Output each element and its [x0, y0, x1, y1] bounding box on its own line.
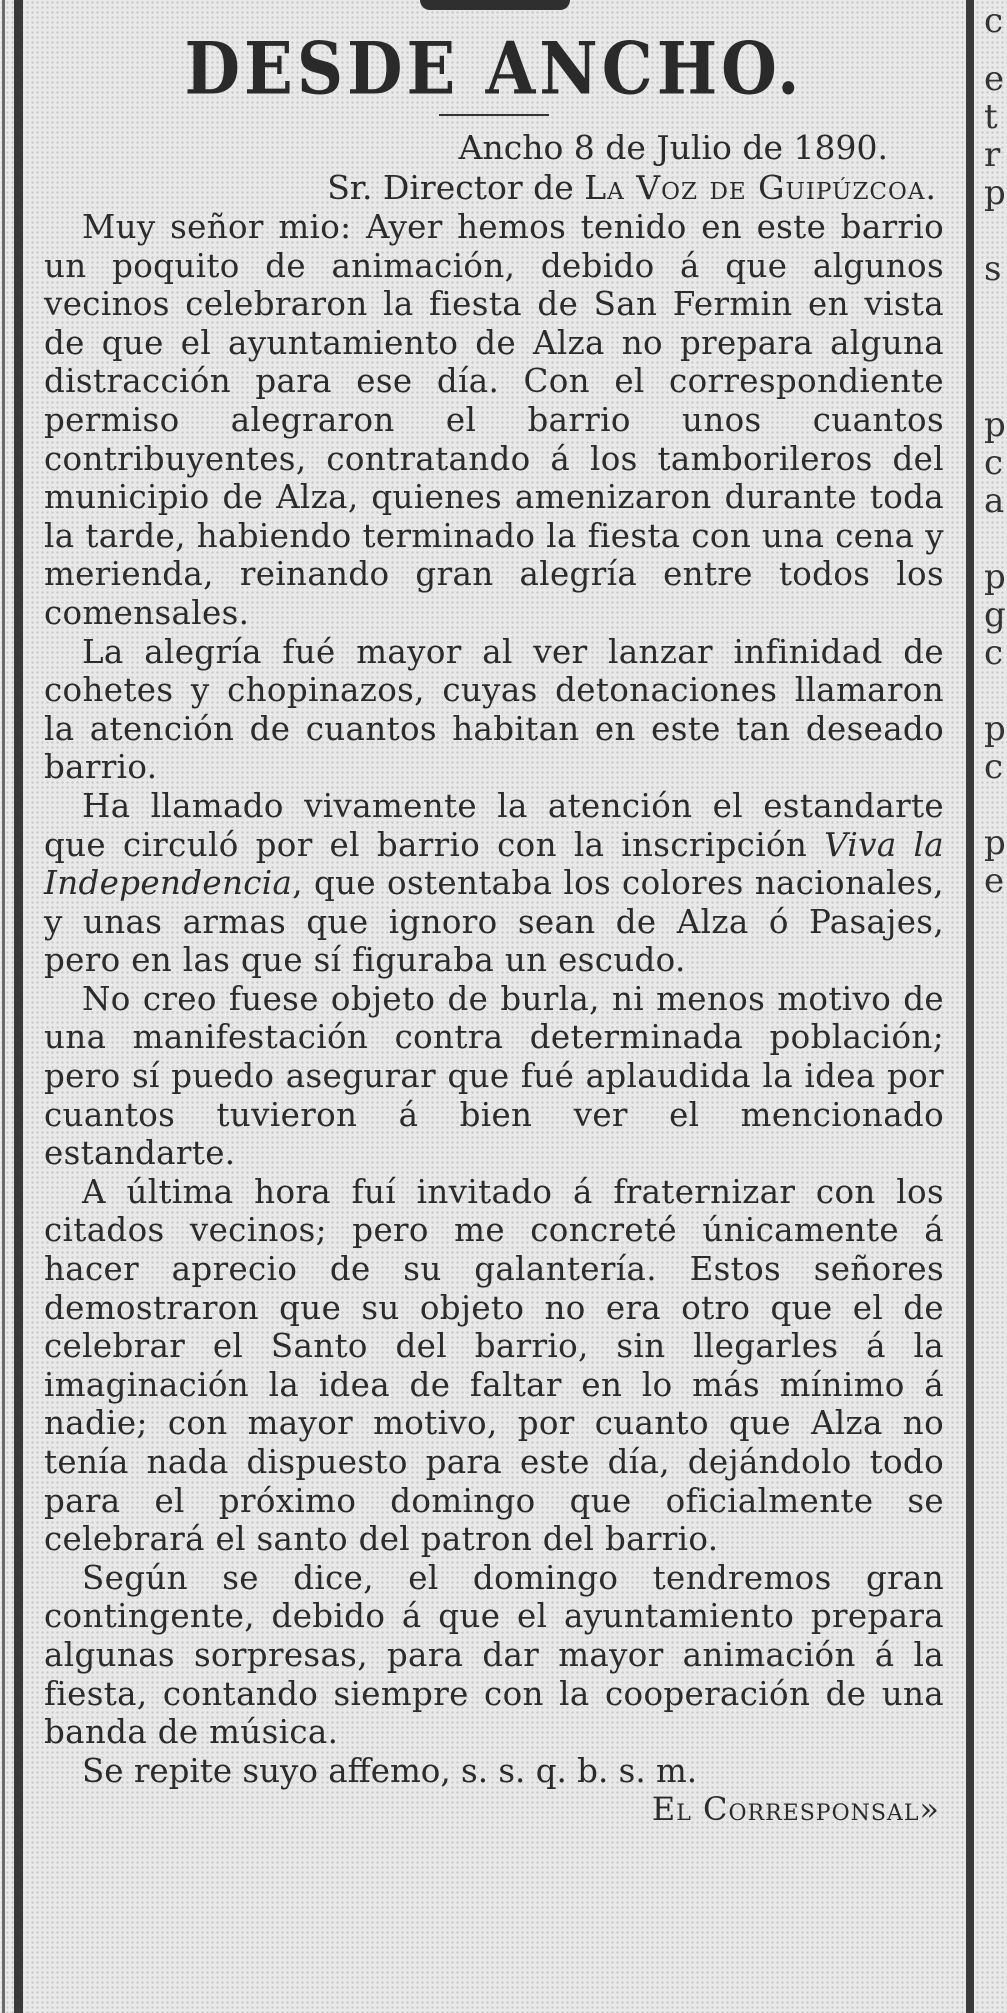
fragment-letter: c — [984, 633, 1004, 673]
top-ornament — [420, 0, 570, 10]
article-headline: DESDE ANCHO. — [184, 27, 804, 112]
fragment-letter: t — [984, 97, 998, 137]
fragment-letter: e — [984, 59, 1005, 99]
paragraph-4: No creo fuese objeto de burla, ni menos motivo de una manifestación contra determinada población; pero sí puedo asegurar que fué aplaudida la idea por cuantos tuvieron á bien ver el mencionado estandarte. — [44, 979, 944, 1173]
salutation-prefix: Sr. Director de — [327, 168, 585, 207]
paragraph-1: Muy señor mio: Ayer hemos tenido en este barrio un poquito de animación, debido á que algunos vecinos celebraron la fiesta de San Fermin en vista de que el ayuntamiento de Alza no prepara alguna distracción para ese día. Con el correspondiente permiso alegraron el barrio unos cuantos contribuyentes, contratando á los tamborileros del municipio de Alza, quienes amenizaron durante toda la tarde, habiendo terminado la fiesta con una cena y merienda, reinando gran alegría entre todos los comensales. — [44, 208, 944, 632]
salutation — [44, 168, 944, 208]
paragraph-banner — [44, 787, 944, 980]
salutation-suffix: . — [925, 168, 936, 207]
banner-inscription: Viva la Independencia — [44, 825, 944, 903]
article-column — [44, 22, 944, 2007]
fragment-letter: e — [984, 861, 1005, 901]
left-column-rule — [14, 0, 23, 2013]
fragment-letter: r — [984, 135, 1001, 175]
fragment-letter: c — [984, 443, 1004, 483]
fragment-letter: p — [984, 173, 1006, 213]
adjacent-column-fragment — [982, 0, 1007, 2013]
fragment-letter: c — [984, 747, 1004, 787]
fragment-letter: a — [984, 481, 1005, 521]
fragment-letter: c — [984, 1, 1004, 41]
left-edge-rule — [2, 0, 5, 2013]
paragraph-2: La alegría fué mayor al ver lanzar infinidad de cohetes y chopinazos, cuyas detonaciones llamaron la atención de cuantos habitan en este tan deseado barrio. — [44, 632, 944, 787]
fragment-letter: p — [984, 557, 1006, 597]
paragraph-5: A última hora fuí invitado á fraternizar con los citados vecinos; pero me concreté únicamente á hacer aprecio de su galantería. Estos señores demostraron que su objeto no era otro que el de celebrar el Santo del barrio, sin llegarles á la imaginación la idea de faltar en lo más mínimo á nadie; con mayor motivo, por cuanto que Alza no tenía nada dispuesto para este día, dejándolo todo para el próximo domingo que oficialmente se celebrará el santo del patron del barrio. — [44, 1172, 944, 1559]
banner-text-before: Ha llamado vivamente la atención el estandarte que circuló por el barrio con la inscripción — [44, 786, 944, 864]
newspaper-name: La Voz de Guipúzcoa — [584, 168, 926, 207]
banner-text-after: , que ostentaba los colores nacionales, y unas armas que ignoro sean de Alza ó Pasajes, pero en las que sí figuraba un escudo. — [44, 864, 944, 980]
fragment-letter: p — [984, 823, 1006, 863]
fragment-letter: s — [984, 249, 1002, 289]
paragraph-6: Según se dice, el domingo tendremos gran contingente, debido á que el ayuntamiento prepara algunas sorpresas, para dar mayor animación á la fiesta, contando siempre con la cooperación de una banda de música. — [44, 1558, 944, 1752]
fragment-letter: g — [984, 595, 1006, 635]
closing-line: Se repite suyo affemo, s. s. q. b. s. m. — [82, 1751, 698, 1790]
headline-divider — [439, 114, 549, 116]
right-column-rule — [966, 0, 974, 2013]
fragment-letter: p — [984, 709, 1006, 749]
signature: El Corresponsal» — [651, 1790, 940, 1829]
dateline: Ancho 8 de Julio de 1890. — [458, 128, 888, 167]
fragment-letter: p — [984, 405, 1006, 445]
